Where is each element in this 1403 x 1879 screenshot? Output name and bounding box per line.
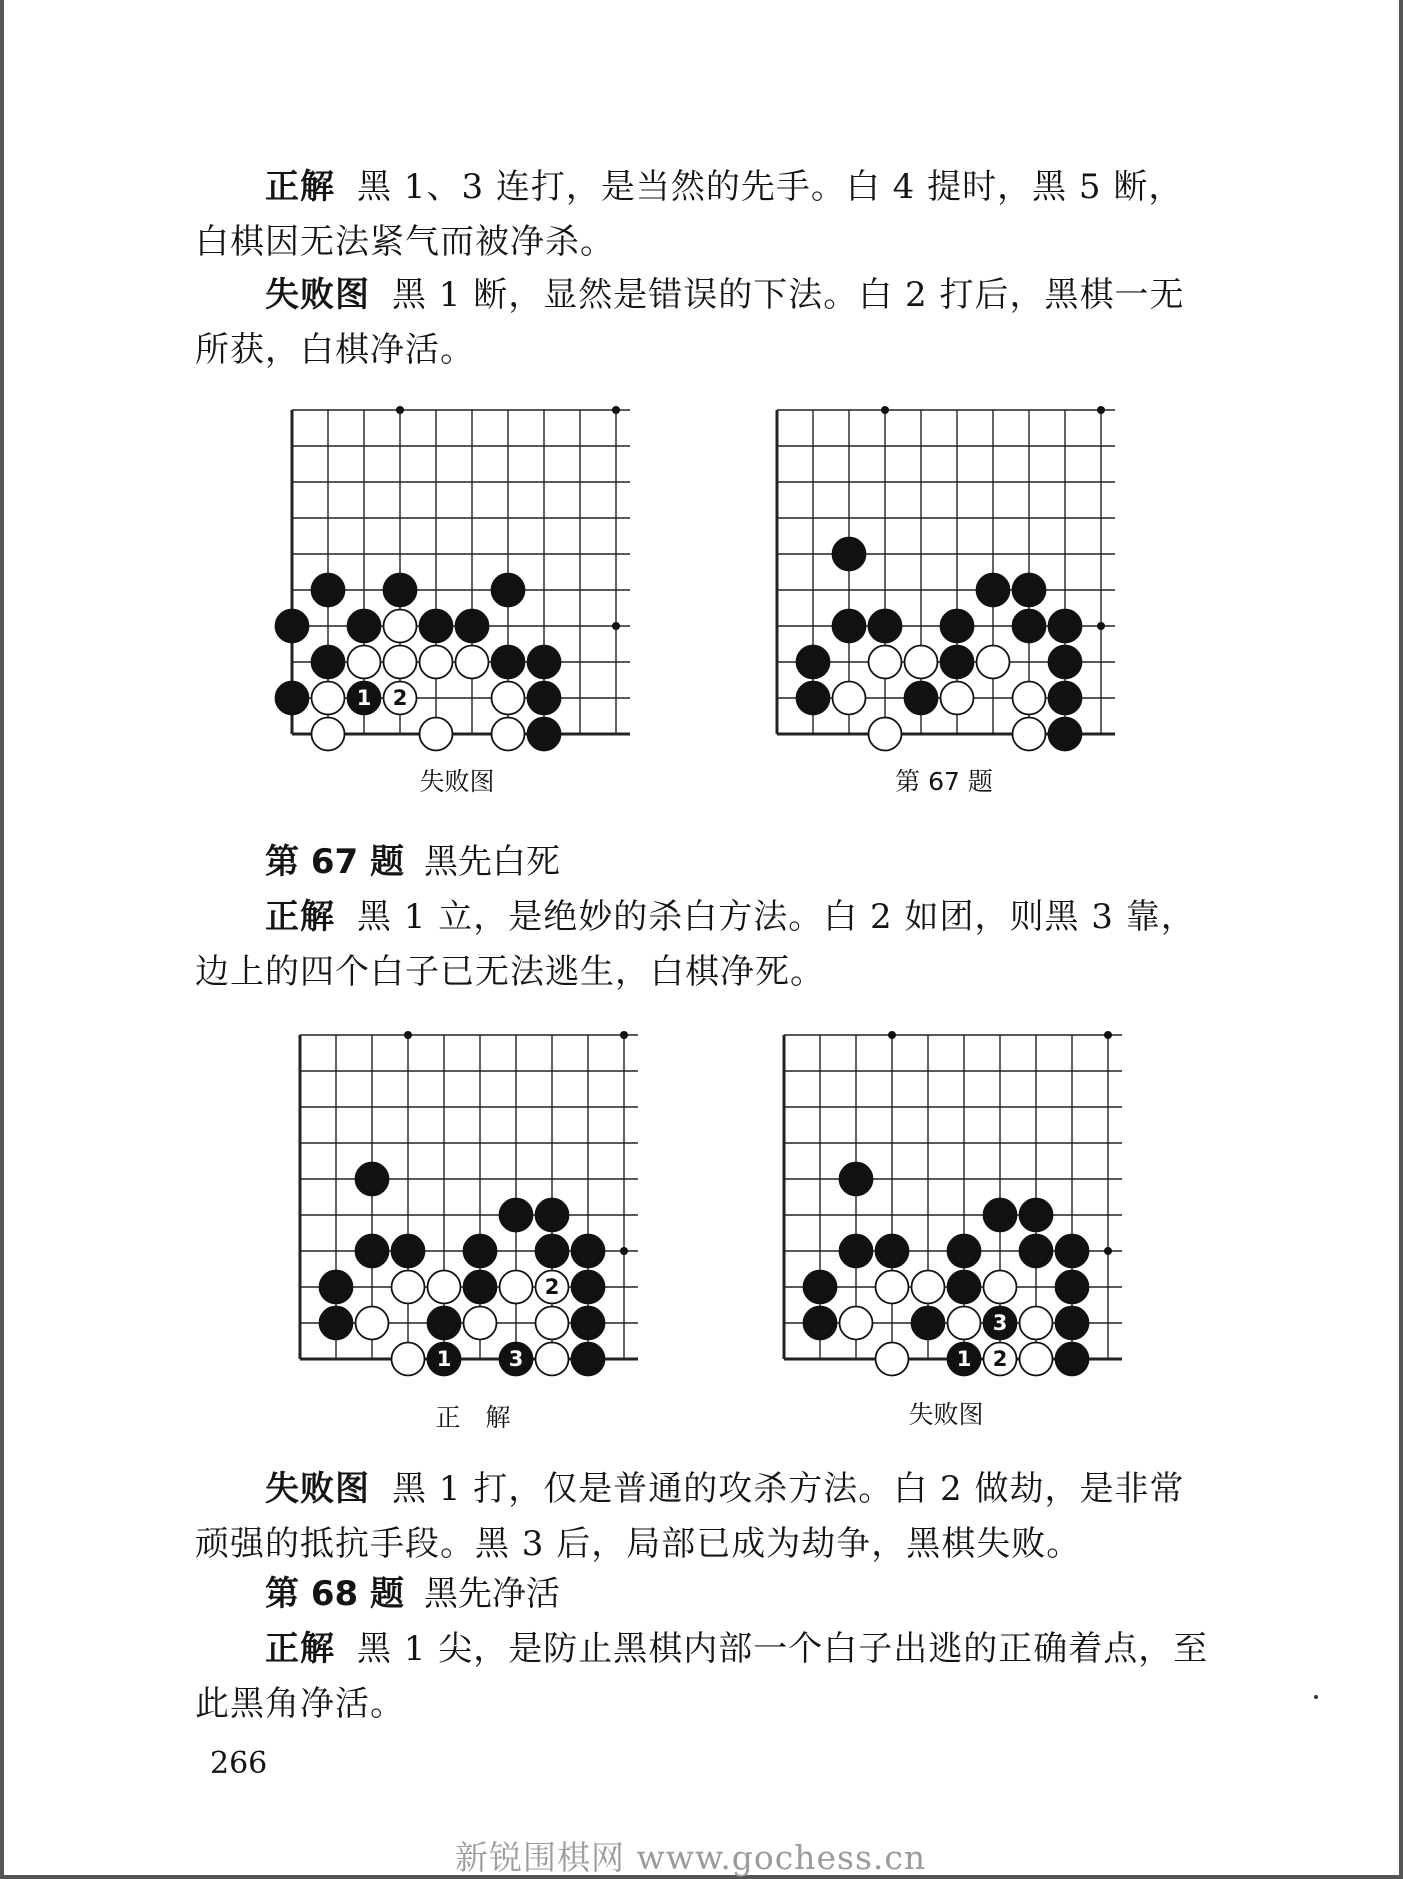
black-stone — [428, 1307, 461, 1340]
star-point — [1097, 622, 1105, 630]
black-stone — [1056, 1343, 1089, 1376]
diagram-caption: 正 解 — [435, 1403, 511, 1432]
white-stone — [833, 682, 866, 715]
black-stone — [941, 610, 974, 643]
black-stone — [905, 682, 938, 715]
move-number: 3 — [508, 1347, 524, 1371]
paragraph-failure-66: 失败图 黑 1 断，显然是错误的下法。白 2 打后，黑棋一无所获，白棋净活。 — [195, 275, 1185, 370]
black-stone — [1056, 1235, 1089, 1268]
paragraph-solution-68: 正解 黑 1 尖，是防止黑棋内部一个白子出逃的正确着点，至此黑角净活。 — [195, 1629, 1209, 1724]
star-point — [1104, 1031, 1112, 1039]
star-point — [881, 406, 889, 414]
black-stone — [356, 1235, 389, 1268]
go-diagram-failure-66 — [282, 400, 662, 730]
move-number: 2 — [544, 1275, 560, 1299]
diagram-caption: 第 67 题 — [895, 767, 993, 796]
white-stone — [348, 646, 381, 679]
black-stone — [984, 1199, 1017, 1232]
black-stone — [912, 1307, 945, 1340]
black-stone — [1056, 1271, 1089, 1304]
white-stone — [876, 1271, 909, 1304]
black-stone — [572, 1235, 605, 1268]
black-stone — [941, 646, 974, 679]
black-stone — [840, 1163, 873, 1196]
black-stone — [1049, 646, 1082, 679]
white-stone — [948, 1307, 981, 1340]
star-point — [396, 406, 404, 414]
white-stone — [312, 718, 345, 751]
heading-problem-68: 第 68 题 黑先净活 — [265, 1574, 560, 1614]
white-stone — [392, 1343, 425, 1376]
move-number: 1 — [356, 686, 372, 710]
white-stone — [384, 610, 417, 643]
star-point — [612, 622, 620, 630]
paragraph-solution-66: 正解 黑 1、3 连打，是当然的先手。白 4 提时，黑 5 断，白棋因无法紧气而被净杀。 — [195, 167, 1184, 262]
black-stone — [1049, 610, 1082, 643]
white-stone — [492, 718, 525, 751]
go-diagram-problem-67 — [767, 400, 1147, 730]
white-stone — [912, 1271, 945, 1304]
white-stone — [492, 682, 525, 715]
star-point — [404, 1031, 412, 1039]
black-stone — [392, 1235, 425, 1268]
black-stone — [869, 610, 902, 643]
move-number: 3 — [992, 1311, 1008, 1335]
black-stone — [528, 646, 561, 679]
black-stone — [492, 574, 525, 607]
star-point — [620, 1031, 628, 1039]
black-stone — [572, 1343, 605, 1376]
white-stone — [392, 1271, 425, 1304]
white-stone — [420, 718, 453, 751]
black-stone — [312, 574, 345, 607]
white-stone — [356, 1307, 389, 1340]
go-diagram-solution-67 — [290, 1025, 670, 1371]
black-stone — [276, 682, 309, 715]
white-stone — [840, 1307, 873, 1340]
star-point — [1104, 1247, 1112, 1255]
white-stone — [428, 1271, 461, 1304]
white-stone — [536, 1343, 569, 1376]
move-number: 1 — [956, 1347, 972, 1371]
go-diagram-failure-67 — [774, 1025, 1154, 1371]
white-stone — [1020, 1307, 1053, 1340]
black-stone — [948, 1271, 981, 1304]
black-stone — [833, 610, 866, 643]
black-stone — [348, 610, 381, 643]
black-stone — [356, 1163, 389, 1196]
black-stone — [536, 1199, 569, 1232]
white-stone — [1020, 1343, 1053, 1376]
white-stone — [456, 646, 489, 679]
black-stone — [464, 1235, 497, 1268]
star-point — [620, 1247, 628, 1255]
white-stone — [984, 1271, 1017, 1304]
white-stone — [876, 1343, 909, 1376]
black-stone — [492, 646, 525, 679]
white-stone — [977, 646, 1010, 679]
black-stone — [797, 646, 830, 679]
black-stone — [384, 574, 417, 607]
black-stone — [804, 1307, 837, 1340]
black-stone — [528, 682, 561, 715]
black-stone — [1020, 1199, 1053, 1232]
black-stone — [320, 1307, 353, 1340]
white-stone — [384, 646, 417, 679]
black-stone — [456, 610, 489, 643]
black-stone — [1013, 574, 1046, 607]
white-stone — [536, 1307, 569, 1340]
black-stone — [500, 1199, 533, 1232]
watermark: 新锐围棋网 www.gochess.cn — [455, 1838, 927, 1877]
black-stone — [876, 1235, 909, 1268]
black-stone — [1049, 718, 1082, 751]
black-stone — [464, 1271, 497, 1304]
black-stone — [1049, 682, 1082, 715]
white-stone — [420, 646, 453, 679]
black-stone — [833, 538, 866, 571]
black-stone — [320, 1271, 353, 1304]
star-point — [612, 406, 620, 414]
white-stone — [905, 646, 938, 679]
white-stone — [464, 1307, 497, 1340]
move-number: 1 — [436, 1347, 452, 1371]
paragraph-failure-67: 失败图 黑 1 打，仅是普通的攻杀方法。白 2 做劫，是非常顽强的抵抗手段。黑 3 后，局部已成为劫争，黑棋失败。 — [195, 1469, 1185, 1564]
black-stone — [1056, 1307, 1089, 1340]
move-number: 2 — [392, 686, 408, 710]
black-stone — [572, 1307, 605, 1340]
black-stone — [840, 1235, 873, 1268]
white-stone — [869, 646, 902, 679]
diagram-caption: 失败图 — [419, 767, 495, 796]
page-number: 266 — [210, 1746, 268, 1781]
white-stone — [500, 1271, 533, 1304]
star-point — [888, 1031, 896, 1039]
white-stone — [312, 682, 345, 715]
black-stone — [948, 1235, 981, 1268]
star-point — [1097, 406, 1105, 414]
black-stone — [1013, 610, 1046, 643]
white-stone — [869, 718, 902, 751]
black-stone — [804, 1271, 837, 1304]
black-stone — [536, 1235, 569, 1268]
black-stone — [276, 610, 309, 643]
move-number: 2 — [992, 1347, 1008, 1371]
black-stone — [977, 574, 1010, 607]
stray-dot — [1314, 1695, 1318, 1699]
white-stone — [941, 682, 974, 715]
white-stone — [1013, 718, 1046, 751]
diagram-caption: 失败图 — [908, 1400, 984, 1429]
black-stone — [1020, 1235, 1053, 1268]
black-stone — [797, 682, 830, 715]
black-stone — [312, 646, 345, 679]
heading-problem-67: 第 67 题 黑先白死 — [265, 842, 560, 882]
black-stone — [572, 1271, 605, 1304]
paragraph-solution-67: 正解 黑 1 立，是绝妙的杀白方法。白 2 如团，则黑 3 靠，边上的四个白子已无法逃生，白棋净死。 — [195, 897, 1196, 992]
black-stone — [528, 718, 561, 751]
black-stone — [420, 610, 453, 643]
white-stone — [1013, 682, 1046, 715]
